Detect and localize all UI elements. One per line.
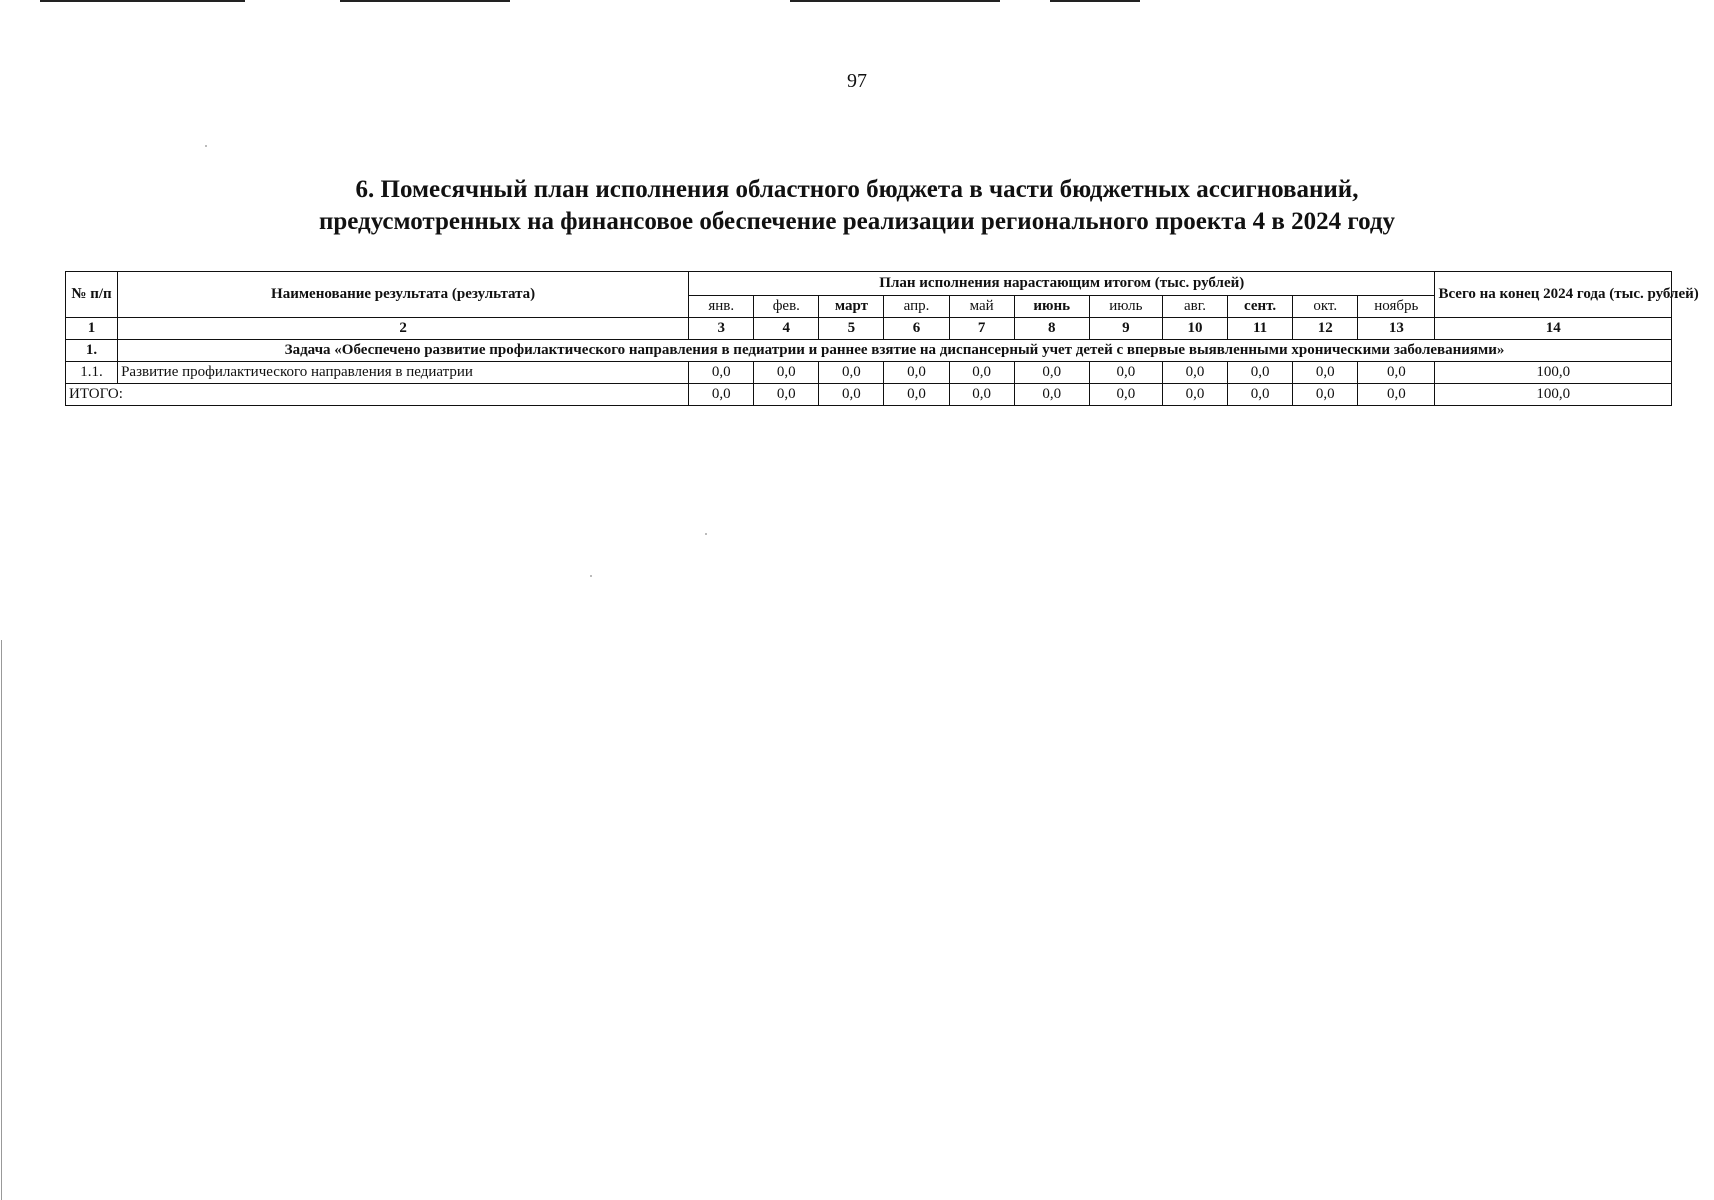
summary-value: 0,0 (819, 384, 884, 406)
scan-edge-line (340, 0, 510, 2)
month-apr: апр. (884, 296, 949, 318)
scan-speck (705, 533, 707, 535)
task-text: Задача «Обеспечено развитие профилактического направления в педиатрии и раннее взятие на диспансерный учет детей с впервые выявленными хроническими заболеваниями» (118, 340, 1672, 362)
month-sep: сент. (1228, 296, 1293, 318)
header-num: № п/п (66, 272, 118, 318)
table-row (66, 362, 1672, 384)
summary-row (66, 384, 1672, 406)
header-name: Наименование результата (результата) (118, 272, 689, 318)
month-aug: авг. (1162, 296, 1227, 318)
column-number: 4 (754, 318, 819, 340)
summary-value: 0,0 (1089, 384, 1162, 406)
column-number: 14 (1435, 318, 1672, 340)
row-value: 0,0 (819, 362, 884, 384)
summary-value: 0,0 (1228, 384, 1293, 406)
row-value: 0,0 (1089, 362, 1162, 384)
summary-value: 0,0 (689, 384, 754, 406)
row-name: Развитие профилактического направления в педиатрии (118, 362, 689, 384)
title-line-2: предусмотренных на финансовое обеспечение реализации регионального проекта 4 в 2024 году (318, 208, 1395, 235)
task-row (66, 340, 1672, 362)
row-value: 0,0 (754, 362, 819, 384)
month-nov: ноябрь (1358, 296, 1435, 318)
column-number: 2 (118, 318, 689, 340)
column-number: 7 (949, 318, 1014, 340)
month-jan: янв. (689, 296, 754, 318)
column-number: 10 (1162, 318, 1227, 340)
row-value: 0,0 (1014, 362, 1089, 384)
scan-edge-line (40, 0, 245, 2)
scan-edge-line (790, 0, 1000, 2)
column-number: 13 (1358, 318, 1435, 340)
month-oct: окт. (1293, 296, 1358, 318)
title-line-1: 6. Помесячный план исполнения областного бюджета в части бюджетных ассигнований, (355, 176, 1359, 203)
scan-edge-line (1050, 0, 1140, 2)
summary-value: 0,0 (1293, 384, 1358, 406)
row-num: 1.1. (66, 362, 118, 384)
column-number: 11 (1228, 318, 1293, 340)
summary-value: 0,0 (754, 384, 819, 406)
row-value: 0,0 (1162, 362, 1227, 384)
summary-total: 100,0 (1435, 384, 1672, 406)
budget-plan-table (65, 271, 1699, 406)
summary-value: 0,0 (1162, 384, 1227, 406)
month-jul: июль (1089, 296, 1162, 318)
summary-value: 0,0 (949, 384, 1014, 406)
header-row (66, 272, 1672, 296)
column-numbers-row (66, 318, 1672, 340)
summary-value: 0,0 (884, 384, 949, 406)
month-jun: июнь (1014, 296, 1089, 318)
row-value: 0,0 (949, 362, 1014, 384)
column-number: 8 (1014, 318, 1089, 340)
column-number: 3 (689, 318, 754, 340)
row-value: 0,0 (689, 362, 754, 384)
header-total: Всего на конец 2024 года (тыс. рублей) (1435, 272, 1672, 318)
column-number: 6 (884, 318, 949, 340)
summary-label: ИТОГО: (66, 384, 689, 406)
column-number: 9 (1089, 318, 1162, 340)
scan-edge-line (1, 640, 2, 1200)
row-total: 100,0 (1435, 362, 1672, 384)
summary-value: 0,0 (1014, 384, 1089, 406)
column-number: 5 (819, 318, 884, 340)
month-mar: март (819, 296, 884, 318)
header-plan: План исполнения нарастающим итогом (тыс. рублей) (689, 272, 1435, 296)
row-value: 0,0 (1358, 362, 1435, 384)
scan-speck (590, 575, 592, 577)
summary-value: 0,0 (1358, 384, 1435, 406)
column-number: 12 (1293, 318, 1358, 340)
page-number: 97 (847, 70, 867, 92)
month-may: май (949, 296, 1014, 318)
month-feb: фев. (754, 296, 819, 318)
row-value: 0,0 (884, 362, 949, 384)
task-num: 1. (66, 340, 118, 362)
row-value: 0,0 (1293, 362, 1358, 384)
page-title (0, 174, 1714, 238)
scan-speck (205, 145, 207, 147)
column-number: 1 (66, 318, 118, 340)
row-value: 0,0 (1228, 362, 1293, 384)
